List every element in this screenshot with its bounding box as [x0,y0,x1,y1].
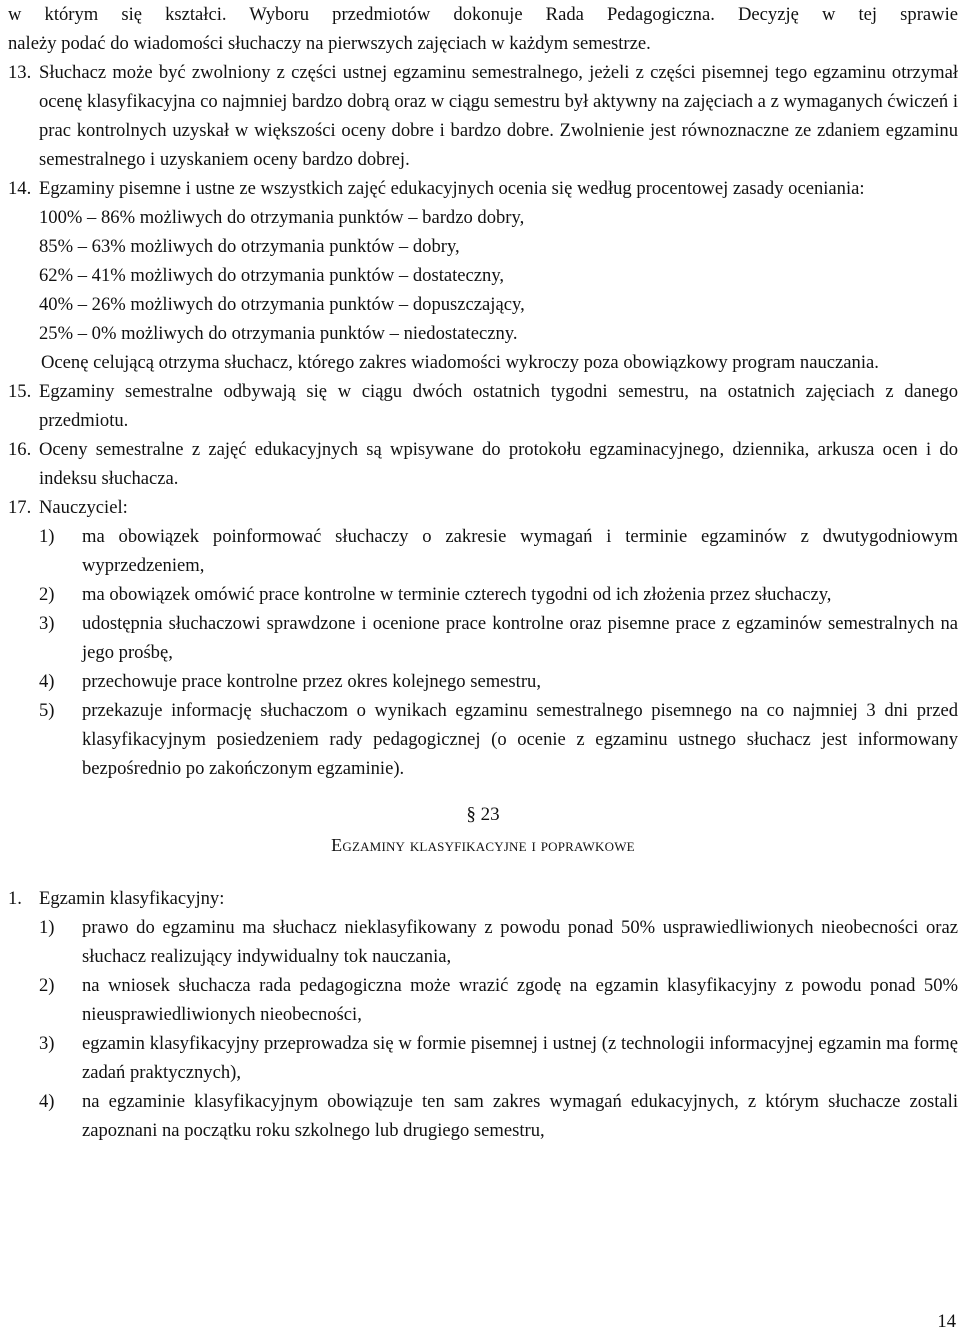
paragraph-number: 15. [8,381,32,402]
teacher-duty-item [8,580,958,609]
item-number: 4) [39,671,55,692]
paragraph-14 [8,174,958,203]
intro-line-2: należy podać do wiadomości słuchaczy na pierwszych zajęciach w każdym semestrze. [8,33,651,54]
item-text: ma obowiązek omówić prace kontrolne w terminie czterech tygodni od ich złożenia przez słuchaczy, [82,584,832,605]
paragraph-13 [8,58,958,174]
grade-line: 85% – 63% możliwych do otrzymania punktów – dobry, [39,236,460,257]
item-number: 3) [39,1033,55,1054]
item-number: 2) [39,975,55,996]
paragraph-number: 14. [8,178,32,199]
page-number: 14 [937,1311,956,1332]
grading-scale [39,203,958,377]
teacher-duty-item [8,696,958,783]
item-text: na wniosek słuchacza rada pedagogiczna może wrazić zgodę na egzamin klasyfikacyjny z powodu ponad 50% nieusprawiedliwionych nieobecności, [82,975,958,1025]
paragraph-15 [8,377,958,435]
grade-line: 40% – 26% możliwych do otrzymania punktów – dopuszczający, [39,294,525,315]
celujaca-note: Ocenę celującą otrzyma słuchacz, którego zakres wiadomości wykroczy poza obowiązkowy program nauczania. [41,352,879,373]
item-text: ma obowiązek poinformować słuchaczy o zakresie wymagań i terminie egzaminów z dwutygodniowym wyprzedzeniem, [82,526,958,576]
grade-line: 25% – 0% możliwych do otrzymania punktów – niedostateczny. [39,323,518,344]
grade-line: 62% – 41% możliwych do otrzymania punktów – dostateczny, [39,265,505,286]
exam-rule-item [8,913,958,971]
paragraph-number: 13. [8,62,32,83]
item-text: przechowuje prace kontrolne przez okres kolejnego semestru, [82,671,541,692]
item-text: udostępnia słuchaczowi sprawdzone i ocenione prace kontrolne oraz pisemne prace z egzaminów semestralnych na jego prośbę, [82,613,958,663]
teacher-duty-item [8,522,958,580]
item-number: 1) [39,917,55,938]
paragraph-number: 1. [8,888,22,909]
exam-rule-item [8,1029,958,1087]
paragraph-text: Oceny semestralne z zajęć edukacyjnych są wpisywane do protokołu egzaminacyjnego, dziennika, arkusza ocen i do indeksu słuchacza. [39,439,958,489]
item-number: 4) [39,1091,55,1112]
item-text: przekazuje informację słuchaczom o wynikach egzaminu semestralnego pisemnego na co najmniej 3 dni przed klasyfikacyjnym posiedzeniem rady pedagogicznej (o ocenie z egzaminu ustnego słuchacz jest informowany bezpośrednio po zakończonym egzaminie). [82,700,958,779]
item-number: 1) [39,526,55,547]
paragraph-text: Egzaminy pisemne i ustne ze wszystkich zajęć edukacyjnych ocenia się według procentowej zasady oceniania: [39,178,865,199]
paragraph-16 [8,435,958,493]
grade-line: 100% – 86% możliwych do otrzymania punktów – bardzo dobry, [39,207,525,228]
paragraph-text: Słuchacz może być zwolniony z części ustnej egzaminu semestralnego, jeżeli z części pisemnej tego egzaminu otrzymał ocenę klasyfikacyjna co najmniej bardzo dobrą oraz w ciągu semestru był aktywny na zajęciach a z wymaganych ćwiczeń i prac kontrolnych uzyskał w większości oceny dobre i bardzo dobre. Zwolnienie jest równoznaczne ze zdaniem egzaminu semestralnego i uzyskaniem oceny bardzo dobrej. [39,62,958,170]
section-sign: § 23 [466,804,500,825]
intro-line-1: w którym się kształci. Wyboru przedmiotów dokonuje Rada Pedagogiczna. Decyzję w tej sprawie [8,4,958,25]
paragraph-text: Egzaminy semestralne odbywają się w ciągu dwóch ostatnich tygodni semestru, na ostatnich zajęciach z danego przedmiotu. [39,381,958,431]
item-number: 3) [39,613,55,634]
paragraph-number: 16. [8,439,32,460]
exam-rule-item [8,971,958,1029]
section-title: Egzaminy klasyfikacyjne i poprawkowe [331,835,635,855]
paragraph-1 [8,884,958,913]
item-number: 5) [39,700,55,721]
document-page [8,0,958,1145]
item-text: egzamin klasyfikacyjny przeprowadza się w formie pisemnej i ustnej (z technologii informacyjnej egzamin ma formę zadań praktycznych), [82,1033,958,1083]
paragraph-number: 17. [8,497,32,518]
teacher-duty-item [8,609,958,667]
paragraph-text: Egzamin klasyfikacyjny: [39,888,225,909]
paragraph-17 [8,493,958,522]
item-text: na egzaminie klasyfikacyjnym obowiązuje ten sam zakres wymagań edukacyjnych, z którym słuchacze zostali zapoznani na początku roku szkolnego lub drugiego semestru, [82,1091,958,1141]
exam-rule-item [8,1087,958,1145]
item-number: 2) [39,584,55,605]
teacher-duty-item [8,667,958,696]
item-text: prawo do egzaminu ma słuchacz nieklasyfikowany z powodu ponad 50% usprawiedliwionych nieobecności oraz słuchacz realizujący indywidualny tok nauczania, [82,917,958,967]
paragraph-text: Nauczyciel: [39,497,128,518]
